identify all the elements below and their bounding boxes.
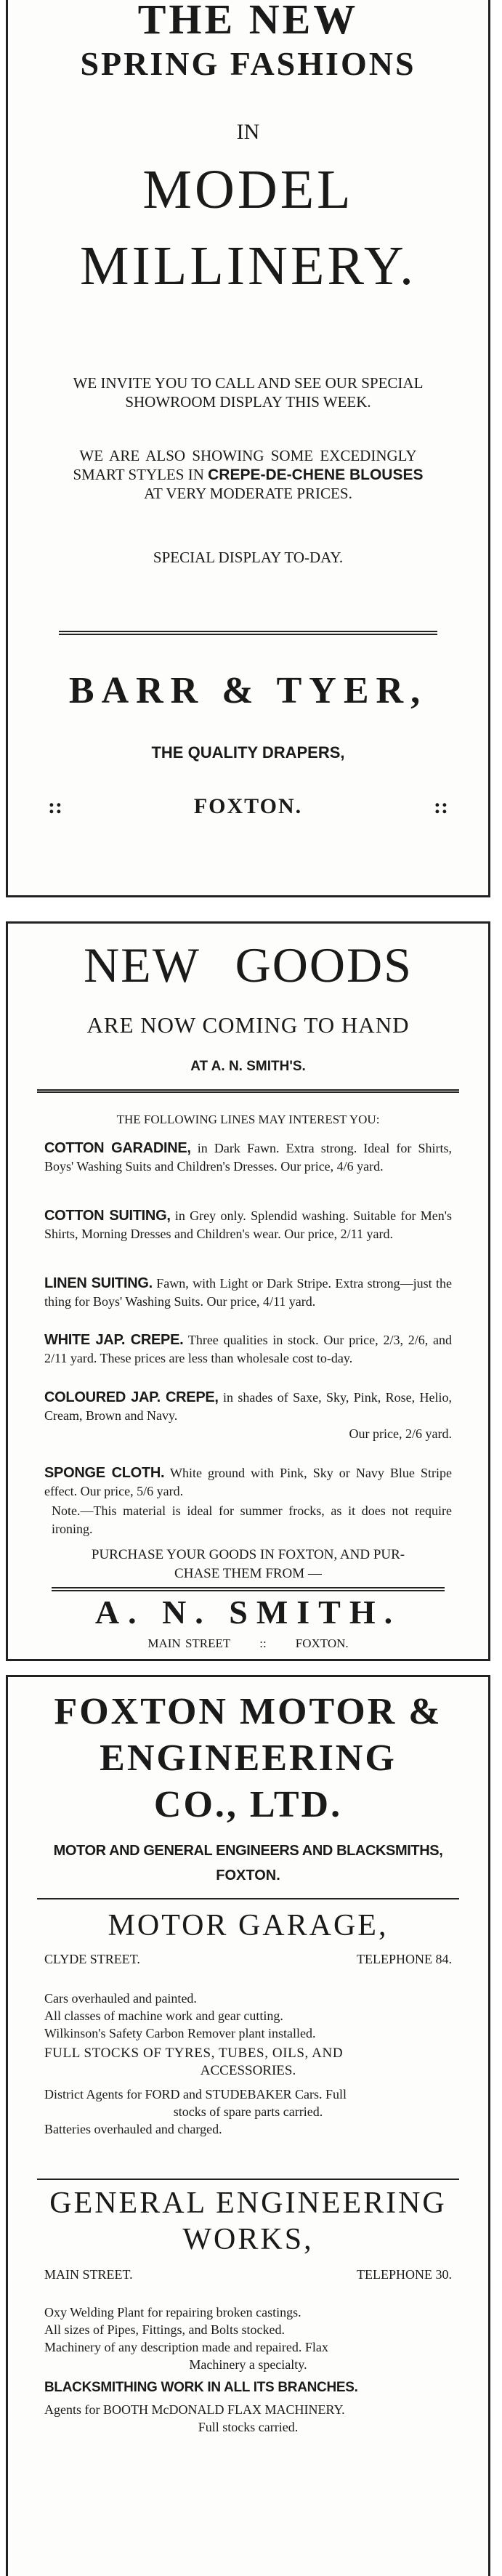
ad1-firm-name: BARR & TYER, — [68, 670, 428, 711]
ad2-item-text: in shades of Saxe, Sky, Pink, Rose, Helio, Cream, Brown and Navy. — [44, 1390, 453, 1423]
ad2-at-smiths: AT A. N. SMITH'S. — [190, 1059, 306, 1074]
ad2-item-text: in Grey only. Splendid washing. Suitable for Men's Shirts, Morning Dresses and Children's wear. Our price, 2/11 yard. — [44, 1208, 452, 1241]
barr-tyer-advert — [6, 0, 490, 897]
ad3-booth-line2: Full stocks carried. — [198, 2420, 299, 2434]
ad1-model: MODEL — [142, 159, 354, 220]
ad1-invite-line2: SHOWROOM DISPLAY THIS WEEK. — [125, 393, 371, 411]
ad2-town: FOXTON. — [295, 1636, 349, 1650]
an-smith-firm-block — [6, 1583, 490, 1660]
ad3-agents-line1: District Agents for FORD and STUDEBAKER Cars. Full — [44, 2087, 347, 2101]
ad1-millinery: MILLINERY. — [80, 235, 416, 296]
ad3-batteries: Batteries overhauled and charged. — [44, 2122, 222, 2136]
ad3-garage-telephone: TELEPHONE 84. — [357, 1952, 452, 1966]
ad3-works-heading-line2: WORKS, — [182, 2223, 314, 2256]
ad3-title-line1: FOXTON MOTOR & — [54, 1691, 442, 1732]
ad2-title: NEW GOODS — [84, 937, 413, 993]
ad1-tagline: THE QUALITY DRAPERS, — [151, 743, 345, 762]
ad1-showing-line2 — [8, 466, 488, 484]
ad2-purchase-line2: CHASE THEM FROM — — [174, 1566, 322, 1581]
ad2-item-text: Fawn, with Light or Dark Stripe. Extra strong—just the thing for Boys' Washing Suits. Our price, 4/11 yard. — [44, 1276, 453, 1309]
ad2-subtitle: ARE NOW COMING TO HAND — [86, 1012, 410, 1038]
ad2-note: Note.—This material is ideal for summer frocks, as it does not require ironing. — [52, 1503, 452, 1536]
ad3-town: FOXTON. — [216, 1868, 280, 1883]
ad2-item-name: WHITE JAP. CREPE. — [44, 1332, 184, 1348]
ad2-item-name: LINEN SUITING. — [44, 1275, 153, 1291]
ad2-item — [8, 1139, 488, 1207]
ad1-title-spring-fashions: SPRING FASHIONS — [80, 45, 416, 82]
ad3-garage-heading: MOTOR GARAGE, — [108, 1909, 389, 1942]
ad2-item-name: COTTON SUITING, — [44, 1208, 171, 1224]
ad1-divider — [59, 631, 437, 635]
ad2-street: MAIN STREET — [147, 1636, 231, 1650]
ad3-agents-line2: stocks of spare parts carried. — [173, 2104, 323, 2119]
ad3-garage-line: Cars overhauled and painted. — [44, 1991, 197, 2006]
ad3-stocks-line1: FULL STOCKS OF TYRES, TUBES, OILS, AND — [44, 2046, 344, 2061]
ad3-works-heading-line1: GENERAL ENGINEERING — [49, 2187, 447, 2220]
ad3-blacksmithing: BLACKSMITHING WORK IN ALL ITS BRANCHES. — [44, 2380, 358, 2395]
ad3-garage-services — [44, 1990, 452, 2138]
ad2-item — [8, 1389, 488, 1464]
ad1-title-the-new: THE NEW — [137, 0, 359, 43]
ad3-works-line: Oxy Welding Plant for repairing broken castings. — [44, 2305, 301, 2319]
ad3-works-line: Machinery a specialty. — [189, 2357, 307, 2372]
ad3-booth-line1: Agents for BOOTH McDONALD FLAX MACHINERY. — [44, 2402, 345, 2417]
an-smith-advert — [6, 921, 490, 1661]
ad2-item — [8, 1331, 488, 1389]
ad2-divider-top — [37, 1089, 459, 1093]
ad2-item-text: in Dark Fawn. Extra strong. Ideal for Shirts, Boys' Washing Suits and Children's Dresses. Our price, 4/6 yard. — [44, 1141, 452, 1174]
ad1-showing-line3: AT VERY MODERATE PRICES. — [144, 485, 352, 502]
ad3-works-street: MAIN STREET. — [44, 2267, 133, 2282]
ad1-invite-line1: WE INVITE YOU TO CALL AND SEE OUR SPECIAL — [73, 374, 424, 392]
ad1-showing-line1: WE ARE ALSO SHOWING SOME EXCEDINGLY — [79, 447, 417, 464]
ad3-divider-middle — [37, 2179, 459, 2180]
ad2-item — [8, 1464, 488, 1502]
ad2-firm-title: A. N. SMITH. — [94, 1594, 402, 1631]
ad3-garage-street: CLYDE STREET. — [44, 1952, 140, 1966]
ad1-showing-smart: SMART STYLES IN — [73, 466, 204, 483]
ad3-stocks-line2: ACCESSORIES. — [200, 2063, 296, 2078]
ad2-item-list — [8, 1139, 488, 1546]
ad3-divider-top — [37, 1898, 459, 1899]
foxton-motor-advert — [6, 1675, 490, 2576]
ad2-item-text: White ground with Pink, Sky or Navy Blue Stripe effect. Our price, 5/6 yard. — [44, 1466, 452, 1498]
ad1-crepe-blouses: CREPE-DE-CHENE BLOUSES — [208, 467, 424, 483]
ad2-item-price: Our price, 2/6 yard. — [349, 1426, 452, 1441]
ad3-works-line: Machinery of any description made and repaired. Flax — [44, 2340, 328, 2354]
ad2-lines-intro: THE FOLLOWING LINES MAY INTEREST YOU: — [116, 1113, 380, 1126]
ad1-mark-right: :: — [434, 794, 448, 818]
ad3-title-line2: ENGINEERING — [100, 1737, 397, 1779]
ad3-works-line: All sizes of Pipes, Fittings, and Bolts stocked. — [44, 2322, 285, 2337]
ad2-item-name: COTTON GARADINE, — [44, 1140, 191, 1156]
ad2-item — [8, 1207, 488, 1275]
ad1-mark-left: :: — [48, 794, 62, 818]
ad3-works-telephone: TELEPHONE 30. — [357, 2267, 452, 2282]
ad2-purchase-line1: PURCHASE YOUR GOODS IN FOXTON, AND PUR- — [91, 1547, 405, 1562]
ad3-garage-line: All classes of machine work and gear cutting. — [44, 2008, 283, 2023]
ad2-item-text: Three qualities in stock. Our price, 2/3, 2/6, and 2/11 yard. These prices are less than wholesale cost to-day. — [44, 1333, 453, 1365]
ad1-in: IN — [236, 120, 260, 144]
ad3-garage-line: Wilkinson's Safety Carbon Remover plant installed. — [44, 2026, 316, 2040]
ad3-subtitle: MOTOR AND GENERAL ENGINEERS AND BLACKSMITHS, — [53, 1843, 443, 1859]
ad3-title-line3: CO., LTD. — [153, 1784, 343, 1825]
ad2-item-name: SPONGE CLOTH. — [44, 1465, 165, 1481]
ad2-sep: :: — [259, 1636, 267, 1650]
ad2-item-name: COLOURED JAP. CREPE, — [44, 1389, 219, 1405]
ad1-special-display: SPECIAL DISPLAY TO-DAY. — [153, 549, 344, 566]
ad1-town: FOXTON. — [193, 794, 303, 818]
ad3-works-services — [44, 2304, 452, 2436]
ad2-item — [8, 1275, 488, 1331]
